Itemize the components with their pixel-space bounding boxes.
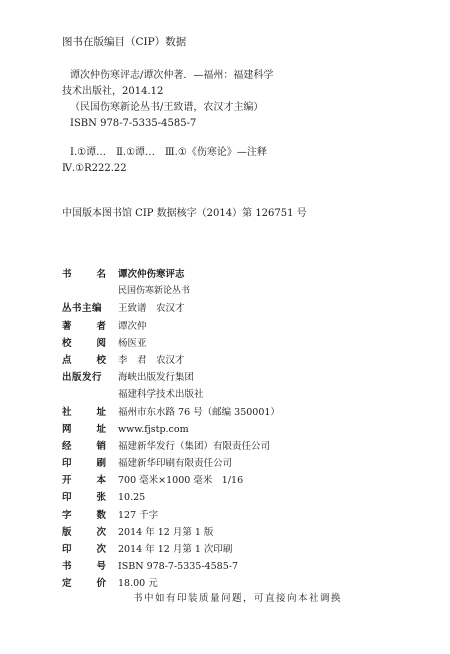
info-value: ISBN 978-7-5335-4585-7 [118, 561, 238, 573]
info-value: 福州市东水路 76 号（邮编 350001） [118, 406, 280, 418]
cip-record [62, 68, 352, 177]
info-label: 著 者 [62, 320, 106, 332]
cip-line: ISBN 978-7-5335-4585-7 [70, 118, 197, 129]
info-value: 福建科学技术出版社 [118, 389, 204, 401]
info-row-edition [62, 524, 280, 541]
info-value: 谭次仲 [118, 320, 147, 332]
info-label: 书 号 [62, 561, 106, 573]
cip-line: 技术出版社，2014.12 [62, 86, 164, 97]
info-row-printer [62, 455, 280, 472]
info-row-publisher-2 [62, 386, 280, 403]
info-label: 印 刷 [62, 458, 106, 470]
info-row-title [62, 266, 280, 283]
info-row-reviewer [62, 335, 280, 352]
info-label: 网 址 [62, 423, 106, 435]
info-label: 校 阅 [62, 337, 106, 349]
info-value: 700 毫米×1000 毫米 1/16 [118, 475, 244, 487]
info-label: 书 名 [62, 269, 106, 280]
cip-heading: 图书在版编目（CIP）数据 [62, 36, 187, 48]
info-label: 社 址 [62, 406, 106, 418]
info-label: 出版发行 [62, 372, 103, 384]
info-value: 10.25 [118, 492, 146, 504]
info-value: 2014 年 12 月第 1 版 [118, 526, 214, 538]
cip-record-number: 中国版本图书馆 CIP 数据核字（2014）第 126751 号 [62, 208, 307, 219]
info-row-word-count [62, 507, 280, 524]
info-row-address [62, 404, 280, 421]
info-row-proofreader [62, 352, 280, 369]
info-row-website [62, 421, 280, 438]
info-value: 王致谱 农汉才 [118, 303, 185, 315]
info-label: 点 校 [62, 354, 106, 366]
info-label: 版 次 [62, 526, 106, 538]
info-value: 18.00 元 [118, 578, 158, 590]
info-value: 福建新华发行（集团）有限责任公司 [118, 440, 271, 452]
publication-info-table [62, 266, 280, 593]
info-row-format [62, 472, 280, 489]
info-row-series [62, 283, 280, 300]
info-value: 民国伤寒新论丛书 [118, 286, 191, 297]
info-row-publisher [62, 369, 280, 386]
info-value: 谭次仲伤寒评志 [118, 269, 185, 280]
info-label: 经 销 [62, 440, 106, 452]
info-value: 李 君 农汉才 [118, 354, 185, 366]
info-row-series-editor [62, 300, 280, 317]
cip-line: Ⅰ.①谭… Ⅱ.①谭… Ⅲ.①《伤寒论》—注释 [70, 147, 267, 158]
info-label: 印 次 [62, 544, 106, 555]
info-value: 2014 年 12 月第 1 次印刷 [118, 544, 233, 555]
info-label: 印 张 [62, 492, 106, 504]
info-row-sheets [62, 489, 280, 506]
cip-line: 谭次仲伤寒评志/谭次仲著．—福州：福建科学 [70, 70, 274, 81]
info-label: 丛书主编 [62, 303, 103, 315]
cip-line: Ⅳ.①R222.22 [62, 163, 127, 174]
info-label: 开 本 [62, 475, 106, 487]
info-value: www.fjstp.com [118, 423, 189, 435]
cip-line: （民国伤寒新论丛书/王致谱，农汉才主编） [70, 102, 264, 113]
info-value: 127 千字 [118, 509, 159, 521]
info-label: 字 数 [62, 509, 106, 521]
info-value: 杨医亚 [118, 337, 147, 349]
quality-notice: 书中如有印装质量问题，可直接向本社调换 [133, 593, 343, 604]
info-row-printing [62, 541, 280, 558]
info-row-author [62, 318, 280, 335]
info-label: 定 价 [62, 578, 106, 590]
info-value: 福建新华印刷有限责任公司 [118, 458, 233, 470]
info-value: 海峡出版发行集团 [118, 372, 195, 384]
info-row-distributor [62, 438, 280, 455]
info-row-isbn [62, 558, 280, 575]
